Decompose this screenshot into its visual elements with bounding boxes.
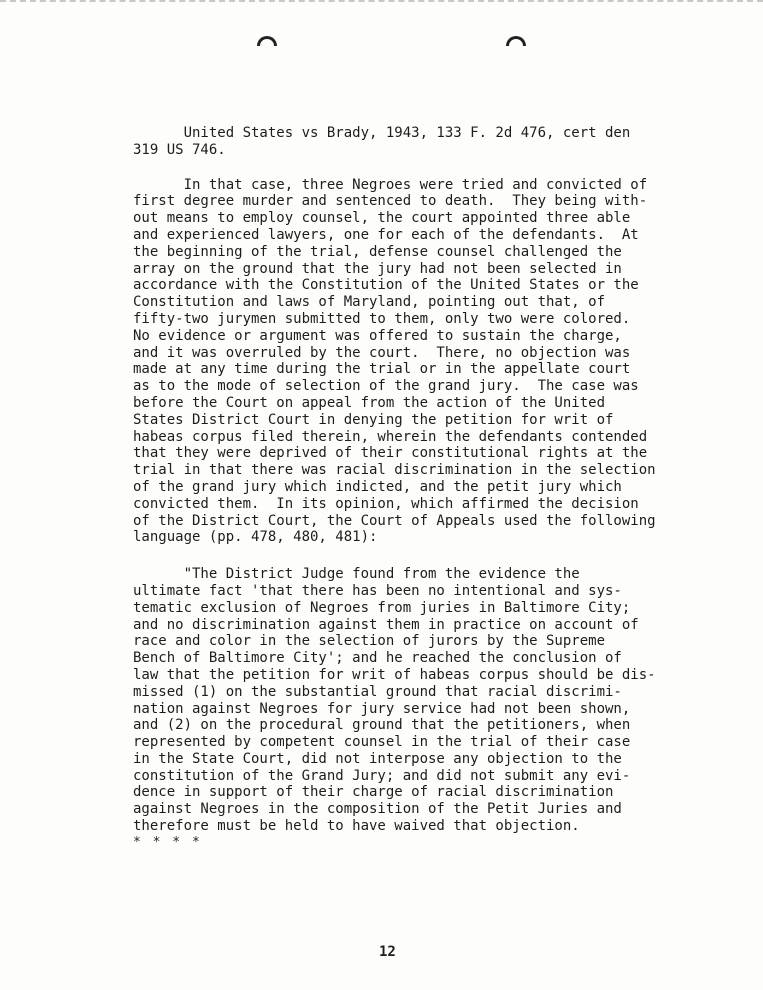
top-dashed-rule xyxy=(0,0,763,4)
ellipsis-asterisks: * * * * xyxy=(133,834,202,850)
citation-line: 319 US 746. xyxy=(133,141,226,158)
quotation-block xyxy=(133,566,733,852)
quote-line: law that the petition for writ of habeas corpus should be dis- xyxy=(133,666,656,683)
body-paragraph xyxy=(133,177,733,547)
quote-line: nation against Negroes for jury service had not been shown, xyxy=(133,700,631,717)
body-line: States District Court in denying the petition for writ of xyxy=(133,411,614,428)
body-line: made at any time during the trial or in the appellate court xyxy=(133,361,631,378)
quote-line: missed (1) on the substantial ground that racial discrimi- xyxy=(133,683,622,700)
binding-mark-left xyxy=(257,36,277,46)
quote-line: constitution of the Grand Jury; and did not submit any evi- xyxy=(133,767,631,784)
body-line: and experienced lawyers, one for each of the defendants. At xyxy=(133,226,639,243)
quote-line: Bench of Baltimore City'; and he reached the conclusion of xyxy=(133,650,622,667)
quote-line: in the State Court, did not interpose any objection to the xyxy=(133,750,622,767)
body-line: of the grand jury which indicted, and the petit jury which xyxy=(133,478,622,495)
quote-line: represented by competent counsel in the trial of their case xyxy=(133,734,631,751)
body-line: habeas corpus filed therein, wherein the defendants contended xyxy=(133,428,648,445)
body-line: and it was overruled by the court. There, no objection was xyxy=(133,344,631,361)
body-line: language (pp. 478, 480, 481): xyxy=(133,529,378,546)
quote-line: and no discrimination against them in practice on account of xyxy=(133,616,639,633)
body-line: Constitution and laws of Maryland, pointing out that, of xyxy=(133,294,606,311)
page-number: 12 xyxy=(379,944,396,960)
citation-line: United States vs Brady, 1943, 133 F. 2d 476, cert den xyxy=(133,125,631,141)
quote-line: "The District Judge found from the evidence the xyxy=(133,566,580,583)
body-line: first degree murder and sentenced to death. They being with- xyxy=(133,193,648,210)
body-line: that they were deprived of their constitutional rights at the xyxy=(133,445,648,462)
body-line: trial in that there was racial discrimination in the selection xyxy=(133,462,656,479)
quote-line: ultimate fact 'that there has been no intentional and sys- xyxy=(133,582,622,599)
body-line: of the District Court, the Court of Appeals used the following xyxy=(133,512,656,529)
body-line: fifty-two jurymen submitted to them, only two were colored. xyxy=(133,310,631,327)
body-line: out means to employ counsel, the court appointed three able xyxy=(133,210,631,227)
body-line: as to the mode of selection of the grand jury. The case was xyxy=(133,378,639,395)
quote-line: race and color in the selection of jurors by the Supreme xyxy=(133,633,606,650)
body-line: array on the ground that the jury had not been selected in xyxy=(133,260,622,277)
citation-paragraph xyxy=(133,125,733,159)
body-line: In that case, three Negroes were tried and convicted of xyxy=(133,176,648,193)
body-line: the beginning of the trial, defense counsel challenged the xyxy=(133,243,622,260)
body-line: before the Court on appeal from the action of the United xyxy=(133,394,606,411)
quote-line: tematic exclusion of Negroes from juries in Baltimore City; xyxy=(133,599,631,616)
document-page xyxy=(133,125,733,852)
body-line: No evidence or argument was offered to sustain the charge, xyxy=(133,327,622,344)
quote-line: dence in support of their charge of racial discrimination xyxy=(133,784,614,801)
body-line: accordance with the Constitution of the United States or the xyxy=(133,277,639,294)
binding-mark-right xyxy=(506,36,526,46)
quote-line: against Negroes in the composition of the Petit Juries and xyxy=(133,801,622,818)
body-line: convicted them. In its opinion, which affirmed the decision xyxy=(133,495,639,512)
quote-line: therefore must be held to have waived that objection. xyxy=(133,818,580,835)
quote-line: and (2) on the procedural ground that the petitioners, when xyxy=(133,717,631,734)
